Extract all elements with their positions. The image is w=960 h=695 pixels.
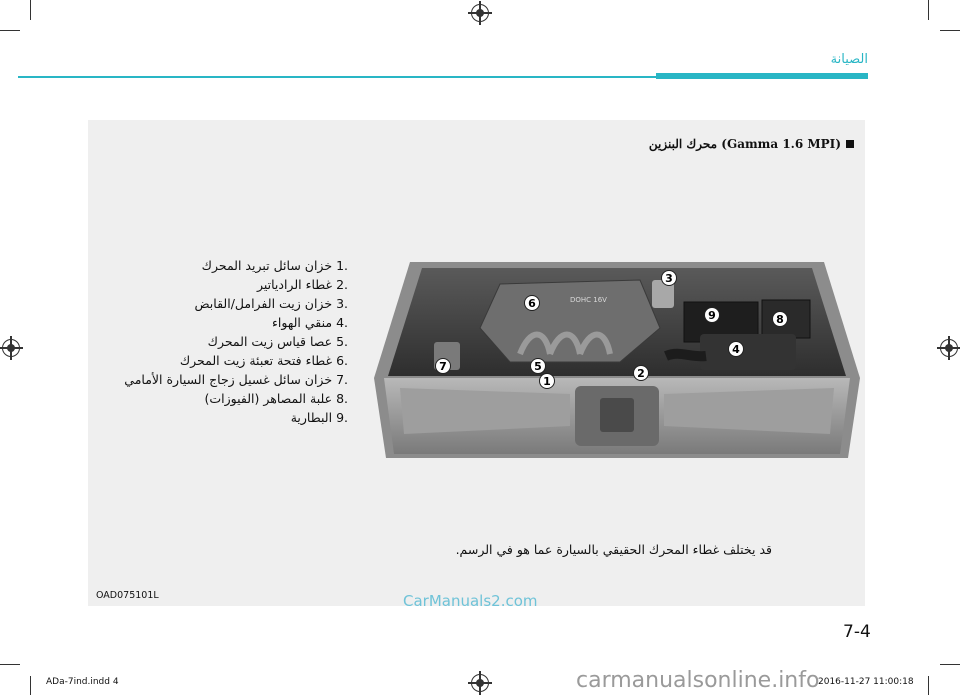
callout-5 — [531, 359, 546, 374]
crop-mark — [0, 30, 20, 31]
air-cleaner — [700, 334, 796, 370]
watermark: CarManuals2.com — [403, 592, 538, 610]
air-intake-hose — [666, 354, 706, 357]
callout-9 — [705, 308, 720, 323]
callout-1 — [540, 374, 555, 389]
footer-file-name: ADa-7ind.indd 4 — [46, 677, 119, 687]
engine-bay-illustration — [370, 258, 864, 470]
bullet-square-icon — [846, 140, 854, 148]
svg-text:5: 5 — [534, 360, 542, 373]
image-code: OAD075101L — [96, 590, 159, 601]
callout-8 — [773, 312, 788, 327]
crop-mark — [940, 664, 960, 665]
footer-timestamp: 2016-11-27 11:00:18 — [818, 677, 914, 687]
legend-item: .8علبة المصاهر (الفيوزات) — [204, 391, 348, 406]
callout-4 — [729, 342, 744, 357]
legend-item: .3خزان زيت الفرامل/القابض — [194, 296, 348, 311]
crop-mark — [940, 30, 960, 31]
svg-text:7: 7 — [439, 360, 447, 373]
engine-cover — [480, 280, 660, 362]
crop-mark — [928, 0, 929, 20]
legend-item: .9البطارية — [290, 410, 348, 425]
crop-mark — [0, 664, 20, 665]
legend-item: .2غطاء الرادياتير — [256, 277, 348, 292]
bumper-left-panel — [400, 388, 570, 434]
engine-cover-label: DOHC 16V — [570, 296, 607, 304]
chapter-title: الصيانة — [830, 52, 868, 67]
registration-mark-icon — [940, 339, 958, 357]
registration-mark-icon — [471, 4, 489, 22]
legend-item: .6غطاء فتحة تعبئة زيت المحرك — [179, 353, 348, 368]
crop-mark — [30, 0, 31, 20]
figure-note: قد يختلف غطاء المحرك الحقيقي بالسيارة عما هو في الرسم. — [455, 542, 772, 557]
crop-mark — [30, 676, 31, 695]
header-rule-accent — [656, 73, 868, 79]
svg-text:9: 9 — [708, 309, 716, 322]
bumper-right-panel — [664, 388, 834, 434]
footer-site-watermark: carmanualsonline.info — [576, 668, 820, 693]
svg-text:6: 6 — [528, 297, 536, 310]
section-title: (Gamma 1.6 MPI) محرك البنزين — [649, 137, 854, 151]
page-number: 7-4 — [843, 622, 871, 642]
hood-latch — [600, 398, 634, 432]
svg-text:4: 4 — [732, 343, 740, 356]
legend-item: .1خزان سائل تبريد المحرك — [201, 258, 348, 273]
svg-text:3: 3 — [665, 272, 673, 285]
svg-text:2: 2 — [637, 367, 645, 380]
legend-item: .4منقي الهواء — [272, 315, 348, 330]
crop-mark — [928, 676, 929, 695]
component-legend — [124, 256, 348, 427]
svg-text:1: 1 — [543, 375, 551, 388]
callout-7 — [436, 359, 451, 374]
callout-3 — [662, 271, 677, 286]
callout-2 — [634, 366, 649, 381]
legend-item: .7خزان سائل غسيل زجاج السيارة الأمامي — [124, 372, 348, 387]
legend-item: .5عصا قياس زيت المحرك — [207, 334, 348, 349]
registration-mark-icon — [471, 674, 489, 692]
svg-text:8: 8 — [776, 313, 784, 326]
callout-6 — [525, 296, 540, 311]
registration-mark-icon — [2, 339, 20, 357]
